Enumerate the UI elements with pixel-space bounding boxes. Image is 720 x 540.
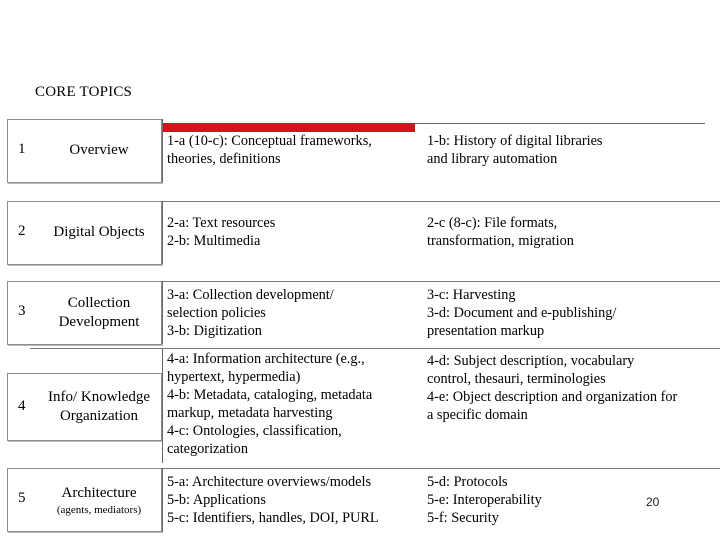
row-5-subtitle: (agents, mediators) <box>56 504 142 516</box>
row-3-name-line-1: Collection <box>67 295 131 311</box>
row-4-name-line-2: Organization <box>59 408 139 424</box>
row-5-number: 5 <box>18 490 26 506</box>
row-5-right-cell: 5-d: Protocols 5-e: Interoperability 5-f: Security <box>427 474 542 526</box>
row-4-number: 4 <box>18 398 26 414</box>
row-3-number: 3 <box>18 303 26 319</box>
row-3-left-cell: 3-a: Collection development/ selection policies 3-b: Digitization <box>167 287 334 339</box>
header-accent-bar <box>162 123 415 132</box>
row-3-divider <box>162 281 163 344</box>
row-3-right-cell: 3-c: Harvesting 3-d: Document and e-publishing/ presentation markup <box>427 287 617 339</box>
row-1-divider <box>162 119 163 182</box>
header-rule <box>415 123 705 124</box>
row-1-right-cell: 1-b: History of digital libraries and library automation <box>427 133 603 167</box>
row-5-left-cell: 5-a: Architecture overviews/models 5-b: Applications 5-c: Identifiers, handles, DOI, PURL <box>167 474 379 526</box>
row-4-name <box>40 388 158 426</box>
row-2-right-cell: 2-c (8-c): File formats, transformation, migration <box>427 215 574 249</box>
row-3-name-line-2: Development <box>58 314 140 330</box>
row-2-name: Digital Objects <box>53 224 145 240</box>
row-4-left-cell: 4-a: Information architecture (e.g., hypertext, hypermedia) 4-b: Metadata, cataloging, metadata markup, metadata harvesting 4-c: Ontologies, classification, categorization <box>167 351 373 457</box>
row-3-name <box>40 294 158 332</box>
slide-number: 20 <box>646 495 660 509</box>
row-2-left-cell: 2-a: Text resources 2-b: Multimedia <box>167 215 276 249</box>
row-1-name: Overview <box>69 142 129 158</box>
row-4-top-rule <box>30 348 720 349</box>
row-2-number: 2 <box>18 223 26 239</box>
row-5-divider <box>162 468 163 532</box>
row-1-number: 1 <box>18 141 26 157</box>
row-4-name-line-1: Info/ Knowledge <box>47 389 151 405</box>
row-2-divider <box>162 201 163 264</box>
row-5-name: Architecture <box>61 485 137 501</box>
row-4-right-cell: 4-d: Subject description, vocabulary control, thesauri, terminologies 4-e: Object description and organization for a specific domain <box>427 353 678 423</box>
row-1-left-cell: 1-a (10-c): Conceptual frameworks, theories, definitions <box>167 133 372 167</box>
slide-title: CORE TOPICS <box>35 84 133 100</box>
row-4-divider <box>162 348 163 463</box>
